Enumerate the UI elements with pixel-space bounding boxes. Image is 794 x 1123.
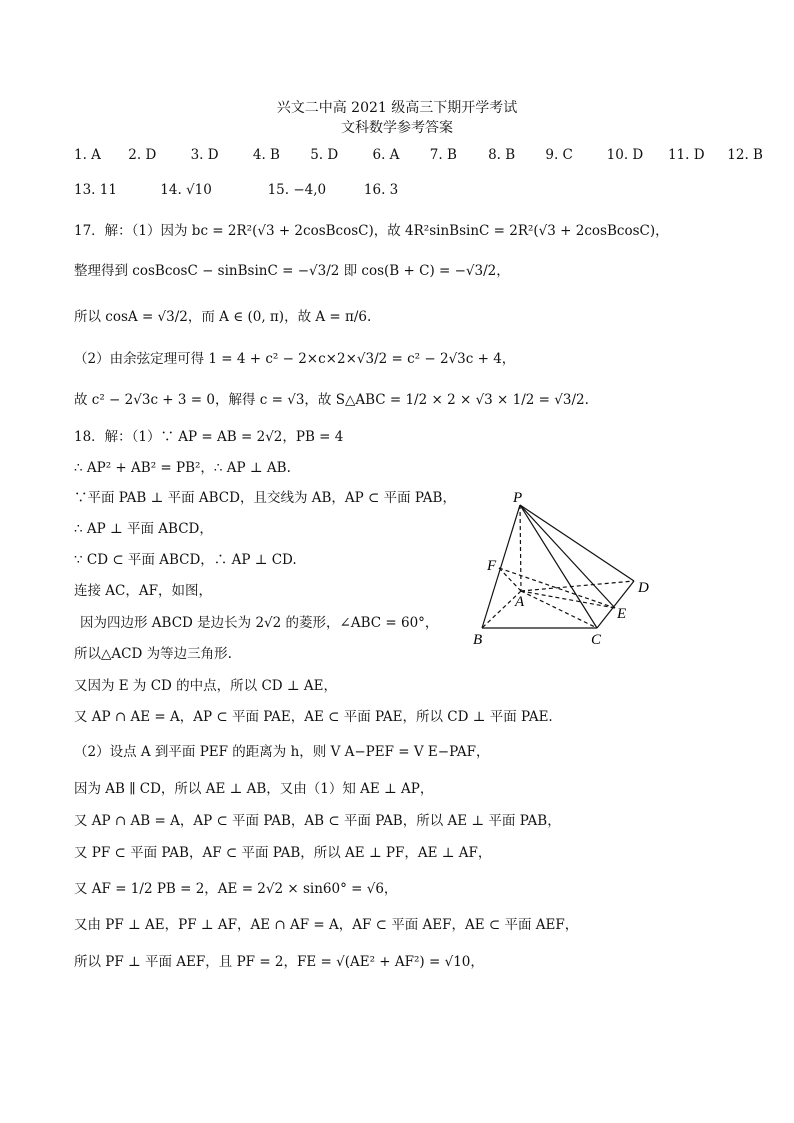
answer-item: 3. D — [190, 147, 219, 163]
answer-item: 16. 3 — [363, 182, 399, 198]
answer-item: 15. −4,0 — [267, 182, 327, 198]
answer-item: 12. B — [727, 147, 763, 163]
answers-row-2 — [74, 180, 424, 200]
point-label: E — [617, 606, 627, 622]
answer-item: 11. D — [667, 147, 705, 163]
solution-line: 18．解：（1）∵ AP = AB = 2√2，PB = 4 — [74, 429, 344, 445]
solution-line: 所以 cosA = √3/2，而 A ∈ (0, π)，故 A = π/6. — [74, 309, 372, 325]
point-label: P — [513, 490, 523, 506]
answer-item: 1. A — [74, 147, 101, 163]
exam-subtitle: 文科数学参考答案 — [341, 120, 453, 136]
point-label: B — [473, 632, 483, 648]
solution-line: ∵ CD ⊂ 平面 ABCD，∴ AP ⊥ CD. — [74, 552, 297, 568]
solution-line: 因为四边形 ABCD 是边长为 2√2 的菱形，∠ABC = 60°， — [80, 615, 439, 631]
solution-line: ∴ AP² + AB² = PB²，∴ AP ⊥ AB. — [74, 460, 291, 476]
solution-line: 又 PF ⊂ 平面 PAB，AF ⊂ 平面 PAB，所以 AE ⊥ PF，AE ⊥ AF， — [74, 845, 492, 861]
solution-line: 因为 AB ∥ CD，所以 AE ⊥ AB，又由（1）知 AE ⊥ AP， — [74, 781, 434, 797]
solution-line: 又 AP ∩ AE = A，AP ⊂ 平面 PAE，AE ⊂ 平面 PAE，所以 CD ⊥ 平面 PAE. — [74, 709, 553, 725]
point-label: D — [638, 580, 649, 596]
answer-item: 13. 11 — [74, 182, 117, 198]
solution-line: （2）由余弦定理可得 1 = 4 + c² − 2×c×2×√3/2 = c² − 2√3c + 4， — [74, 351, 516, 367]
answer-item: 9. C — [545, 147, 573, 163]
solution-line: 故 c² − 2√3c + 3 = 0，解得 c = √3，故 S△ABC = 1/2 × 2 × √3 × 1/2 = √3/2. — [74, 392, 589, 408]
exam-title: 兴文二中高 2021 级高三下期开学考试 — [276, 100, 518, 116]
solution-line: 又 AP ∩ AB = A，AP ⊂ 平面 PAB，AB ⊂ 平面 PAB，所以 AE ⊥ 平面 PAB， — [74, 813, 561, 829]
solution-line: 整理得到 cosBcosC − sinBsinC = −√3/2 即 cos(B + C) = −√3/2， — [74, 263, 510, 279]
pyramid-figure — [465, 488, 665, 650]
solution-line: （2）设点 A 到平面 PEF 的距离为 h，则 V A−PEF = V E−PAF， — [74, 744, 490, 760]
answer-item: 10. D — [606, 147, 644, 163]
answer-item: 14. √10 — [160, 182, 212, 198]
solution-line: 所以△ACD 为等边三角形. — [74, 646, 232, 662]
solution-line: ∴ AP ⊥ 平面 ABCD， — [74, 521, 213, 537]
answer-item: 2. D — [128, 147, 157, 163]
solution-line: 所以 PF ⊥ 平面 AEF，且 PF = 2，FE = √(AE² + AF²) = √10， — [74, 954, 484, 970]
solution-line: 又 AF = 1/2 PB = 2，AE = 2√2 × sin60° = √6， — [74, 881, 398, 897]
point-label: C — [591, 632, 602, 648]
answer-item: 8. B — [488, 147, 516, 163]
answer-item: 7. B — [429, 147, 457, 163]
answer-item: 6. A — [372, 147, 400, 163]
solution-line: 又由 PF ⊥ AE，PF ⊥ AF，AE ∩ AF = A，AF ⊂ 平面 AEF，AE ⊂ 平面 AEF， — [74, 917, 579, 933]
solution-line: 连接 AC，AF，如图， — [74, 583, 212, 599]
solution-line: 17．解：（1）因为 bc = 2R²(√3 + 2cosBcosC)，故 4R²sinBsinC = 2R²(√3 + 2cosBcosC)， — [74, 223, 669, 239]
point-label: A — [515, 594, 525, 610]
answers-row-1 — [74, 145, 767, 165]
answer-item: 4. B — [252, 147, 280, 163]
answer-item: 5. D — [310, 147, 339, 163]
point-label: F — [487, 558, 497, 574]
solution-line: 又因为 E 为 CD 的中点，所以 CD ⊥ AE， — [74, 678, 337, 694]
solution-line: ∵平面 PAB ⊥ 平面 ABCD，且交线为 AB，AP ⊂ 平面 PAB， — [74, 490, 456, 506]
